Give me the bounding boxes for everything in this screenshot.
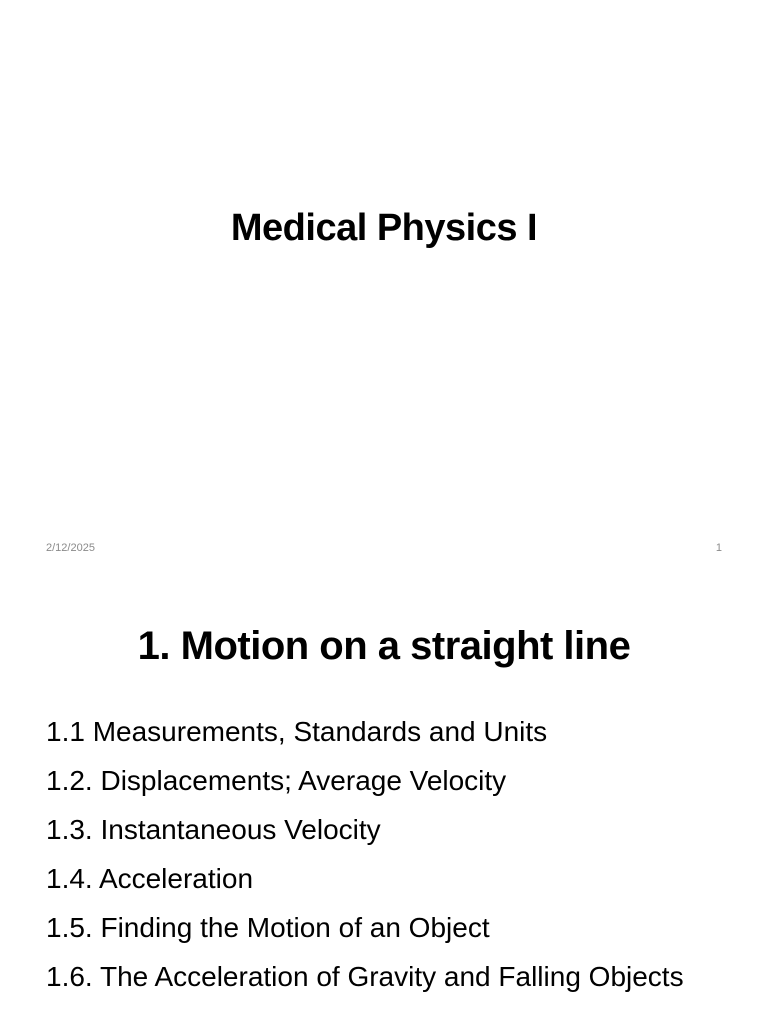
slide-2	[0, 576, 768, 1024]
topic-item: 1.5. Finding the Motion of an Object	[46, 912, 490, 943]
topic-item: 1.1 Measurements, Standards and Units	[46, 716, 548, 747]
footer-page-number: 1	[715, 542, 722, 554]
footer-date: 2/12/2025	[46, 542, 95, 554]
topic-item: 1.3. Instantaneous Velocity	[46, 814, 381, 845]
topic-item: 1.2. Displacements; Average Velocity	[46, 765, 507, 796]
slide-title: Medical Physics I	[230, 207, 538, 249]
topic-item: 1.6. The Acceleration of Gravity and Falling Objects	[46, 961, 684, 992]
slide-title: 1. Motion on a straight line	[137, 624, 631, 668]
topic-list	[46, 714, 736, 1008]
topic-item: 1.4. Acceleration	[46, 863, 254, 894]
